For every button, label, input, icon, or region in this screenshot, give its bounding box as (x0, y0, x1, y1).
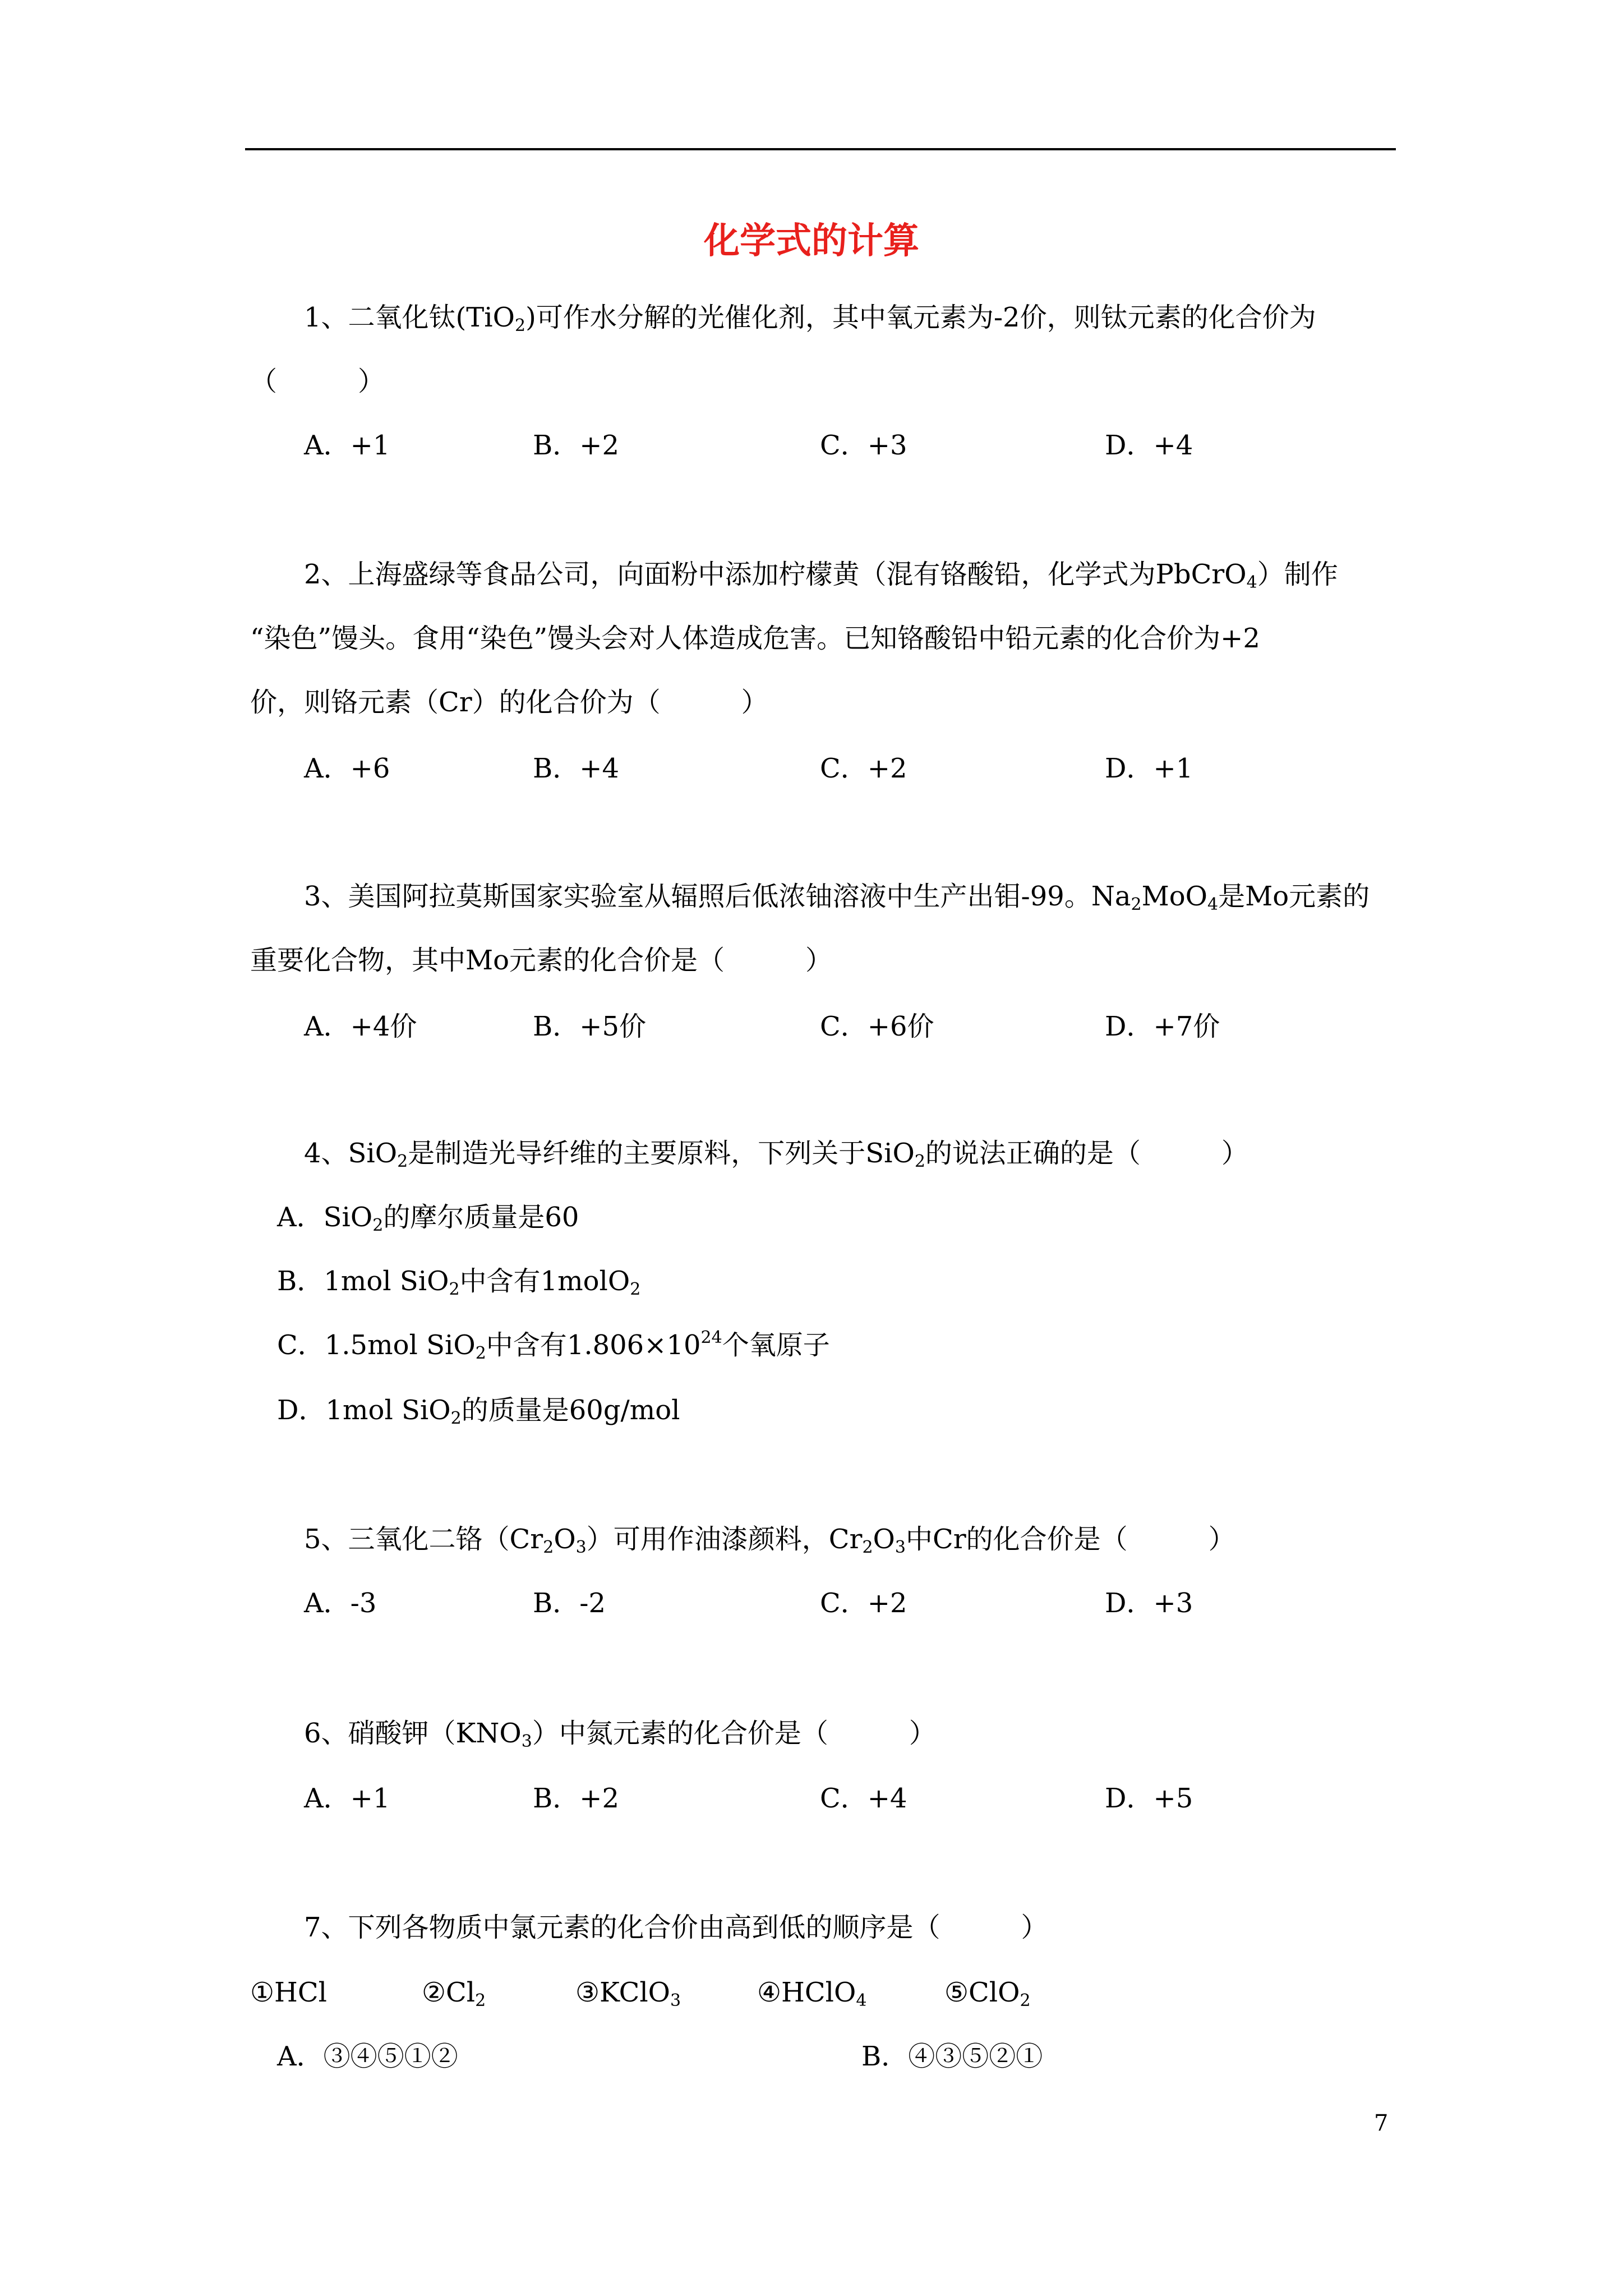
question-7-text: 7、下列各物质中氯元素的化合价由高到低的顺序是（ ） (304, 1912, 1048, 1943)
question-1-text: 1、二氧化钛(TiO$_2$)可作水分解的光催化剂，其中氧元素为-2价，则钛元素的化合价为 (304, 302, 1316, 335)
q6-option-d: D．+5 (1105, 1783, 1193, 1814)
q1-option-a: A．+1 (304, 430, 390, 461)
q3-option-b: B．+5价 (533, 1011, 647, 1042)
q7-item-4: ④HClO$_4$ (757, 1977, 867, 2010)
question-2-text-line2: “染色”馒头。食用“染色”馒头会对人体造成危害。已知铬酸铅中铅元素的化合价为+2 (250, 623, 1260, 654)
question-3-text-line2: 重要化合物，其中Mo元素的化合价是（ ） (250, 945, 833, 976)
q4-option-d: D．1mol SiO$_2$的质量是60g/mol (277, 1395, 680, 1428)
q4-option-a: A．SiO$_2$的摩尔质量是60 (277, 1202, 579, 1235)
q7-item-5: ⑤ClO$_2$ (944, 1977, 1031, 2010)
q7-option-b: B．④③⑤②① (861, 2041, 1043, 2072)
q3-option-d: D．+7价 (1105, 1011, 1220, 1042)
q7-item-1: ①HCl (250, 1977, 327, 2008)
page-number: 7 (1374, 2110, 1389, 2136)
question-6-text: 6、硝酸钾$(KNO_3)$中氮元素的化合价是（ ） (304, 1718, 936, 1751)
page-title: 化学式的计算 (704, 220, 919, 262)
q5-option-d: D．+3 (1105, 1588, 1193, 1619)
q4-option-c: C．1.5mol SiO$_2$中含有$1.806\times 10^{24}$个氧原子 (277, 1328, 830, 1363)
q2-option-b: B．+4 (533, 753, 620, 784)
q2-option-d: D．+1 (1105, 753, 1193, 784)
q6-option-c: C．+4 (820, 1783, 907, 1814)
q2-option-c: C．+2 (820, 753, 907, 784)
q7-option-a: A．③④⑤①② (277, 2041, 458, 2072)
q1-option-c: C．+3 (820, 430, 907, 461)
header-rule (245, 148, 1396, 150)
question-5-text: 5、三氧化二铬$(Cr_2O_3)$可用作油漆颜料，$Cr_2O_3$中Cr的化合价是（ ） (304, 1524, 1235, 1557)
q5-option-a: A．-3 (304, 1588, 377, 1619)
question-2-text: 2、上海盛绿等食品公司，向面粉中添加柠檬黄（混有铬酸铅，化学式为PbCrO$_4$）制作 (304, 559, 1338, 592)
question-1-blank: （ ） (250, 366, 385, 397)
q7-item-2: $②Cl_2$ (422, 1977, 486, 2010)
question-3-text: 3、美国阿拉莫斯国家实验室从辐照后低浓铀溶液中生产出钼-99。$Na_2MoO_4$是Mo元素的 (304, 881, 1370, 914)
q6-option-b: B．+2 (533, 1783, 620, 1814)
q1-option-b: B．+2 (533, 430, 620, 461)
q5-option-b: B．-2 (533, 1588, 606, 1619)
q6-option-a: A．+1 (304, 1783, 390, 1814)
question-4-text: 4、SiO$_2$是制造光导纤维的主要原料，下列关于SiO$_2$的说法正确的是（ ） (304, 1138, 1248, 1171)
q7-item-3: ③KClO$_3$ (575, 1977, 681, 2010)
q1-option-d: D．+4 (1105, 430, 1193, 461)
q3-option-a: A．+4价 (304, 1011, 417, 1042)
q5-option-c: C．+2 (820, 1588, 907, 1619)
question-2-text-line3: 价，则铬元素（Cr）的化合价为（ ） (250, 687, 768, 718)
q2-option-a: A．+6 (304, 753, 390, 784)
q3-option-c: C．+6价 (820, 1011, 934, 1042)
q4-option-b: B．1mol SiO$_2$中含有1molO$_2$ (277, 1266, 641, 1299)
